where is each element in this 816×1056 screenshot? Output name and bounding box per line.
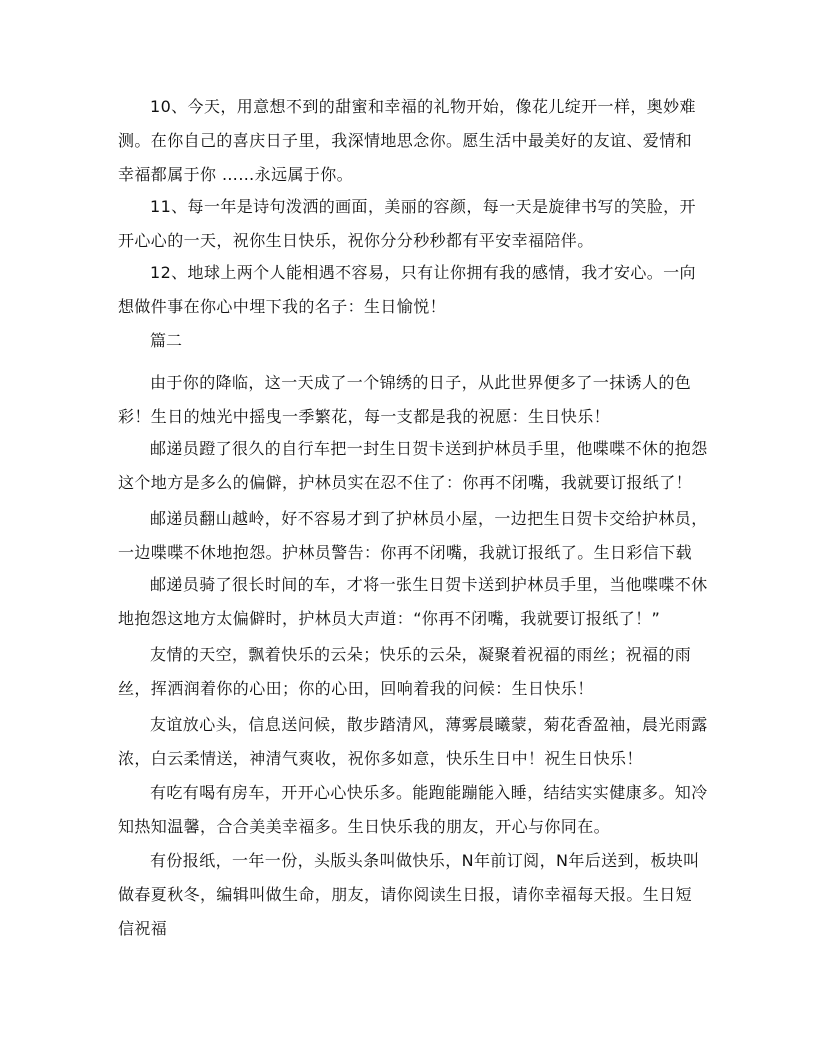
paragraph-b2: 邮递员蹬了很久的自行车把一封生日贺卡送到护林员手里，他喋喋不休的抱怨这个地方是多么的偏僻，护林员实在忍不住了：你再不闭嘴，我就要订报纸了！: [118, 439, 708, 492]
section-heading: 篇二: [150, 331, 183, 350]
paragraph-b6: 友谊放心头，信息送问候，散步踏清风，薄雾晨曦蒙，菊花香盈袖，晨光雨露浓，白云柔情送，神清气爽收，祝你多如意，快乐生日中！祝生日快乐！: [118, 715, 708, 768]
paragraph-12: 12、地球上两个人能相遇不容易，只有让你拥有我的感情，我才安心。一向想做件事在你心中埋下我的名子：生日愉悦！: [118, 263, 696, 316]
paragraph-b1: 由于你的降临，这一天成了一个锦绣的日子，从此世界便多了一抹诱人的色彩！生日的烛光中摇曳一季繁花，每一支都是我的祝愿：生日快乐！: [118, 373, 692, 426]
paragraph-b3: 邮递员翻山越岭，好不容易才到了护林员小屋，一边把生日贺卡交给护林员，一边喋喋不休地抱怨。护林员警告：你再不闭嘴，我就订报纸了。生日彩信下载: [118, 509, 708, 562]
paragraph-10: 10、今天，用意想不到的甜蜜和幸福的礼物开始，像花儿绽开一样，奥妙难测。在你自己的喜庆日子里，我深情地思念你。愿生活中最美好的友谊、爱情和幸福都属于你 ……永远属于你。: [118, 97, 696, 184]
paragraph-11: 11、每一年是诗句泼洒的画面，美丽的容颜，每一天是旋律书写的笑脸，开开心心的一天，祝你生日快乐，祝你分分秒秒都有平安幸福陪伴。: [118, 197, 696, 250]
paragraph-b8: 有份报纸，一年一份，头版头条叫做快乐，N年前订阅，N年后送到，板块叫做春夏秋冬，编辑叫做生命，朋友，请你阅读生日报，请你幸福每天报。生日短信祝福: [118, 851, 700, 938]
paragraph-b4: 邮递员骑了很长时间的车，才将一张生日贺卡送到护林员手里，当他喋喋不休地抱怨这地方太偏僻时，护林员大声道：“你再不闭嘴，我就要订报纸了！”: [118, 575, 708, 628]
paragraph-b5: 友情的天空，飘着快乐的云朵；快乐的云朵，凝聚着祝福的雨丝；祝福的雨丝，挥洒润着你的心田；你的心田，回响着我的问候：生日快乐！: [118, 645, 692, 698]
paragraph-b7: 有吃有喝有房车，开开心心快乐多。能跑能蹦能入睡，结结实实健康多。知冷知热知温馨，合合美美幸福多。生日快乐我的朋友，开心与你同在。: [118, 783, 708, 836]
